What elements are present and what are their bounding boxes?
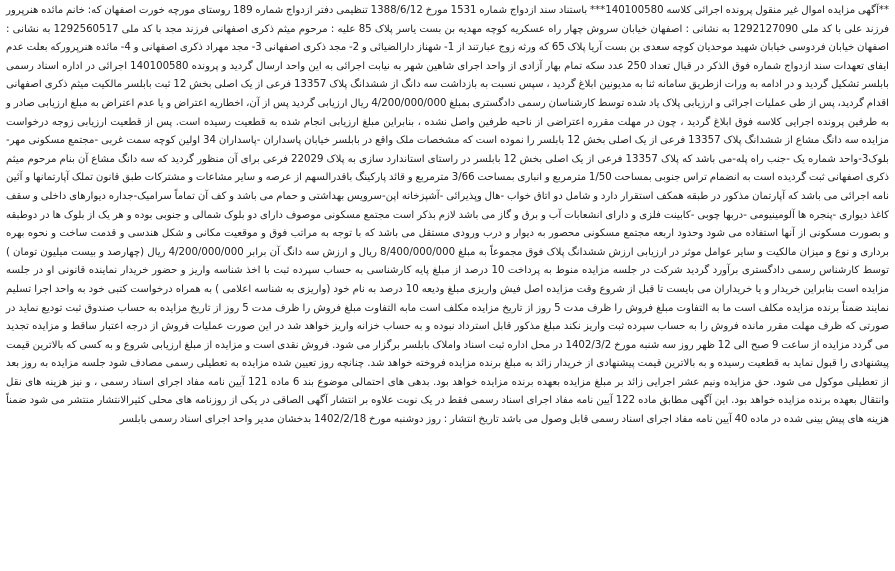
notice-body-text: **آگهی مزایده اموال غیر منقول پرونده اجرائی کلاسه 140100580*** باستناد سند ازدواج شماره 1531 مورخ 1388/6/12 تنظیمی دفتر ازدواج شماره 189 روستای مورچه خورت اصفهان که: خانم مائده هنرپرور فرزند علی با کد ملی 1292127090 به نشانی : اصفهان خیابان سروش چهار راه عسکریه کوچه مهدیه بن بست یاسر پلاک 85 علیه : مرحوم میثم ذکری اصفهانی فرزند مجد با کد ملی 1292560517 به نشانی : اصفهان خیابان فردوسی خیابان شهید موحدیان کوچه سعدی بن بست آریا پلاک 65 که ورثه زوج عبارتند از 1- شهناز دارالضیائی و 2- مجد ذکری اصفهانی 3- مجد مهراد ذکری اصفهانی و 4- مائده هنرپرورکه بعلت عدم ایفای تعهدات سند ازدواج شماره فوق الذکر در قبال تعداد 250 عدد سکه تمام بهار آزادی از واحد اجرای شاهین شهر به نیابت اجرائی به این واحد ارسال گردید و پرونده 140100580 اجرائی در اداره اسناد رسمی بابلسر تشکیل گردید و در ادامه به ورات ازطریق سامانه ثنا به مدیونین ابلاغ گردید ، سپس نسبت به بازداشت سه دانگ از ششدانگ پلاک 13357 فرعی از یک اصلی بخش 12 ثبت بابلسر مالکیت میثم ذکری اصفهانی اقدام گردید، پس از طی عملیات اجرائی و ارزیابی پلاک یاد شده توسط کارشناسان رسمی دادگستری بمبلغ 4/200/000/000 ریال ارزیابی گردید پس از آن، اخطاریه اعتراض و یا عدم اعتراض به مبلغ ارزیابی صادر و به طرفین پرونده اجرایی کلاسه فوق ابلاغ گردید ، چون در مهلت مقرره اعتراضی از ناحیه طرفین واصل نشده ، بنابراین مبلغ ارزیابی انجام شده به قطعیت رسیده است. پس از قطعیت ارزیابی زوجه درخواست مزایده سه دانگ مشاع از ششدانگ پلاک 13357 فرعی از یک اصلی بخش 12 بابلسر را نموده است که مشخصات ملک واقع در بابلسر خیابان پاسداران -پاسداران 34 اولین کوچه سمت غربی -مجتمع مسکونی مهر-بلوک3-واحد شماره یک -جنب راه پله-می باشد که پلاک 13357 فرعی از یک اصلی بخش 12 بابلسر در راستای استاندارد سازی به پلاک 22029 فرعی برای آن منظور گردید که سه دانگ مشاع آن بنام مرحوم میثم ذکری اصفهانی ثبت گردیده است به انضمام تراس جنوبی بمساحت 1/50 مترمربع و انباری بمساحت 3/66 مترمربع و قائد پارکینگ باقدرالسهم از عرصه و سایر مشاعات و مشترکات طبق قانون تملک آپارتمانها و آئین نامه اجرائی می باشد که آپارتمان مذکور در طبقه همکف استقرار دارد و شامل دو اتاق خواب -هال وپذیرائی -آشپزخانه اپن-سرویس بهداشتی و حمام می باشد و کف آن تماماً سرامیک-جداره دیوارهای داخلی و سقف کاغذ دیواری -پنجره ها آلومینیومی -دربها چوبی -کابینت فلزی و دارای انشعابات آب و برق و گاز می باشد لازم بذکر است مجتمع مسکونی موصوف دارای دو بلوک شمالی و جنوبی بوده و هر یک از بلوک ها در دوطبقه و بصورت مسکونی از آنها استفاده می شود وحدود اربعه مجتمع مسکونی محصور به دیوار و درب ورودی مستقل می باشد که با توجه به مراتب فوق و موقعیت مکانی و شکل هندسی و قدمت ساخت و نحوه بهره برداری و نوع و میزان مالکیت و سایر عوامل موثر در ارزیابی ارزش ششدانگ پلاک فوق مجموعاً به مبلغ 8/400/000/000 ریال و ارزش سه دانگ آن برابر 4/200/000/000 ریال (چهارصد و بیست میلیون تومان ) توسط کارشناس رسمی دادگستری برآورد گردید شرکت در جلسه مزایده منوط به پرداخت 10 درصد از مبلغ پایه کارشناسی به حساب سپرده ثبت با اخذ شناسه واریز و حضور خریدار نماینده قانونی او در جلسه مزایده است بنابراین خریدار و یا خریداران می بایست تا قبل از شروع وقت مزایده اصل فیش واریزی مبلغ ودیعه 10 درصد به نام خود (واریزی به شناسه اعلامی ) به همراه درخواست کتبی خود به واحد اجرا تسلیم نمایند ضمناً برنده مزایده مکلف است ما به التفاوت مبلغ فروش را ظرف مدت 5 روز از تاریخ مزایده مکلف است مابه التفاوت مبلغ فروش را ظرف مدت 5 روز از تاریخ مزایده به حساب صندوق ثبت تودیع نماید در صورتی که ظرف مهلت مقرر مانده فروش را به حساب سپرده ثبت واریز نکند مبلغ مذکور قابل استرداد نبوده و به حساب خزانه واریز خواهد شد در این صورت عملیات فروش از درجه اعتبار ساقط و مزایده تجدید می گردد مزایده از ساعت 9 صبح الی 12 ظهر روز سه شنبه مورخ 1402/3/2 در محل اداره ثبت اسناد واملاک بابلسر برگزار می شود. فروش نقدی است و مزایده از مبلغ ارزیابی شروع و به کسی که بالاترین قیمت پیشنهادی را قبول نماید به قطعیت رسیده و به بالاترین قیمت پیشنهادی از خریدار زائد به مبلغ برنده مزایده فروخته خواهد شد. چنانچه روز تعیین شده مزایده به تعطیلی رسمی مصادف شود جلسه مزایده به روز بعد از تعطیلی موکول می شود. حق مزایده ونیم عشر اجرایی زائد بر مبلغ مزایده بعهده برنده مزایده خواهد بود. بدهی های احتمالی موضوع بند 6 ماده 121 آیین نامه مفاد اجرای اسناد رسمی ، و نیز هزینه های نقل وانتقال بعهده برنده مزایده خواهد بود. این آگهی مطابق ماده 122 آیین نامه مفاد اجرای اسناد رسمی فقط در یک نوبت علاوه بر انتشار آگهی الصاقی در یکی از روزنامه های محلی کثیرالانتشار منتشر می شود ضمناً هزینه های پیش بینی شده در ماده 40 آیین نامه مفاد اجرای اسناد رسمی قابل وصول می باشد تاریخ انتشار : روز دوشنبه مورخ 1402/2/18 بدخشان مدیر واحد اجرای اسناد رسمی بابلسر [6,5,890,426]
